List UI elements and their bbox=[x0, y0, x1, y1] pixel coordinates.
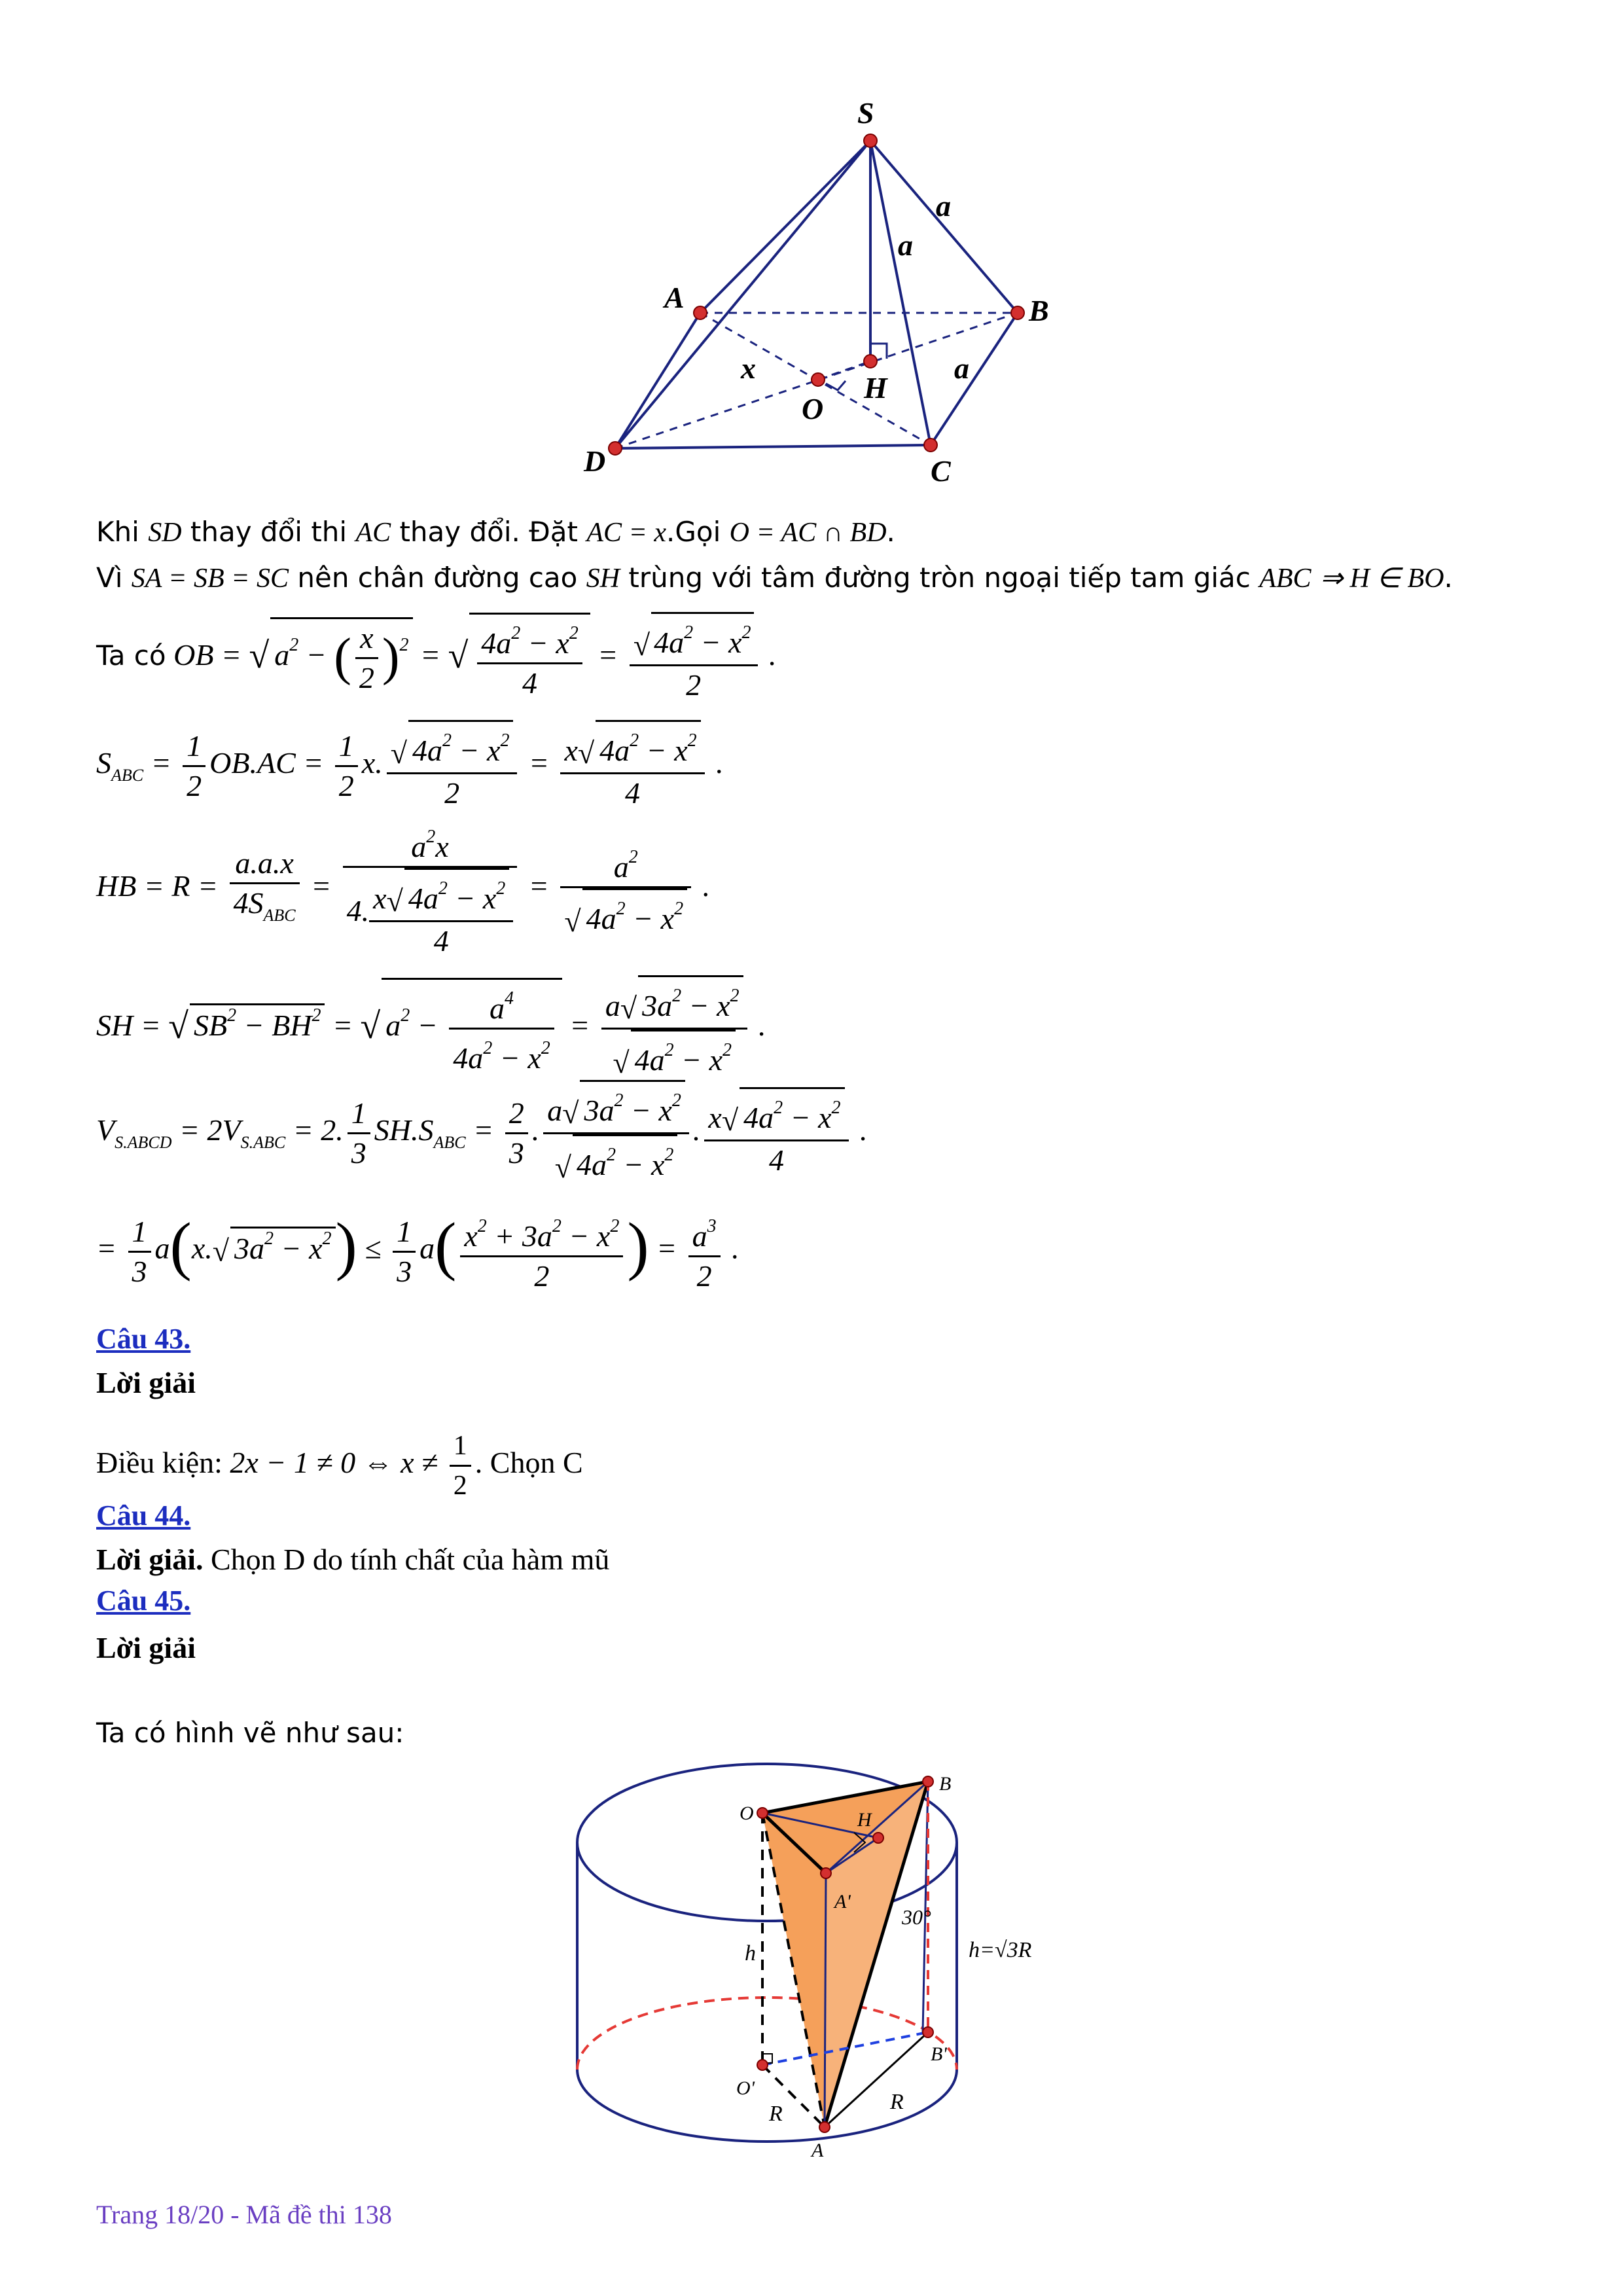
label-R2: R bbox=[890, 2090, 904, 2114]
question-44-solution: Lời giải. Chọn D do tính chất của hàm mũ bbox=[96, 1543, 610, 1576]
question-45-title: Câu 45. bbox=[96, 1585, 191, 1617]
label-B: B bbox=[939, 1773, 952, 1795]
label-x: x bbox=[741, 351, 756, 385]
question-43-title: Câu 43. bbox=[96, 1323, 191, 1355]
label-B-prime: B' bbox=[931, 2043, 947, 2065]
label-H: H bbox=[857, 1809, 872, 1831]
label-A-prime: A' bbox=[834, 1891, 851, 1912]
label-h-eq: h=√3R bbox=[969, 1938, 1032, 1962]
formula-sabc: $S_{ABC}$ = $\frac{1}{2}$ OB.AC = $\frac{1}{2}$ x. $\frac{√ 4a^2 - x^2}{2}$ = $\frac{x√ 4a^2 - x^2}{4}$ . bbox=[96, 720, 724, 812]
line-vi: Vì SA = SB = SC nên chân đường cao SH trùng với tâm đường tròn ngoại tiếp tam giác ABC ⇒ H ∈ BO. bbox=[96, 562, 1453, 594]
question-43-solution: Lời giải bbox=[96, 1366, 196, 1399]
label-D: D bbox=[584, 444, 606, 478]
label-C: C bbox=[931, 454, 951, 488]
label-H: H bbox=[864, 371, 887, 404]
pyramid-figure bbox=[563, 92, 1086, 497]
label-a2: a bbox=[898, 228, 913, 262]
question-45-solution: Lời giải bbox=[96, 1631, 196, 1664]
question-45-intro: Ta có hình vẽ như sau: bbox=[96, 1717, 404, 1749]
label-O-prime: O' bbox=[736, 2077, 755, 2099]
label-B: B bbox=[1029, 294, 1049, 327]
page-footer: Trang 18/20 - Mã đề thi 138 bbox=[96, 2200, 392, 2229]
label-a1: a bbox=[936, 189, 951, 223]
label-angle: 30° bbox=[902, 1905, 931, 1929]
formula-ineq: = $\frac{1}{3}$ a(x.√ $3a^2 - x^2$) ≤ $\frac{1}{3}$ a( $\frac{x^2 + 3a^2 - x^2}{2}$ ) = $\frac{a^3}{2}$ . bbox=[96, 1208, 740, 1295]
label-R1: R bbox=[769, 2102, 783, 2126]
formula-v: $V_{S.ABCD} = 2V_{S.ABC} = 2$. $\frac{1}{3}$ $SH.S_{ABC}$ = $\frac{2}{3}$ . $\frac{a√ 3a^2 - x^2}{√ 4a^2 - x^2}$ . $\frac{x√ 4a^2 - x^2}{4}$ . bbox=[96, 1080, 868, 1187]
question-44-title: Câu 44. bbox=[96, 1499, 191, 1532]
cylinder-figure bbox=[537, 1754, 1113, 2173]
label-A: A bbox=[664, 281, 685, 314]
line-khi: Khi SD thay đổi thi AC thay đổi. Đặt AC = x.Gọi O = AC ∩ BD. bbox=[96, 516, 895, 548]
label-a3: a bbox=[954, 351, 969, 385]
label-A: A bbox=[812, 2140, 824, 2161]
formula-sh: SH = √ $SB^2 - BH^2$ = √ $a^2$ − $\frac{a^4}{4a^2 - x^2}$ = $\frac{a√ 3a^2 - x^2}{√ 4a^2 - x^2}$ . bbox=[96, 975, 766, 1082]
label-O: O bbox=[802, 392, 824, 425]
question-43-condition: Điều kiện: 2x − 1 ≠ 0 ⇔ x ≠ $\frac{1}{2}$ . Chọn C bbox=[96, 1427, 583, 1505]
label-S: S bbox=[857, 96, 874, 130]
formula-ob: Ta có OB = √ $a^2$ − ( $\frac{x}{2}$ )$^2$ = √ $\frac{4a^2 - x^2}{4}$ = $\frac{√ 4a^2 - x^2}{2}$ . bbox=[96, 612, 777, 704]
label-O: O bbox=[740, 1803, 754, 1824]
formula-hb: HB = R = $\frac{a.a.x}{4S_{ABC}}$ = $a^2x$ 4. $\frac{x√ 4a^2 - x^2}{4}$ = $\frac{a^2}{√ 4a^2 - x^2}$ . bbox=[96, 818, 710, 960]
label-h: h bbox=[745, 1941, 756, 1965]
